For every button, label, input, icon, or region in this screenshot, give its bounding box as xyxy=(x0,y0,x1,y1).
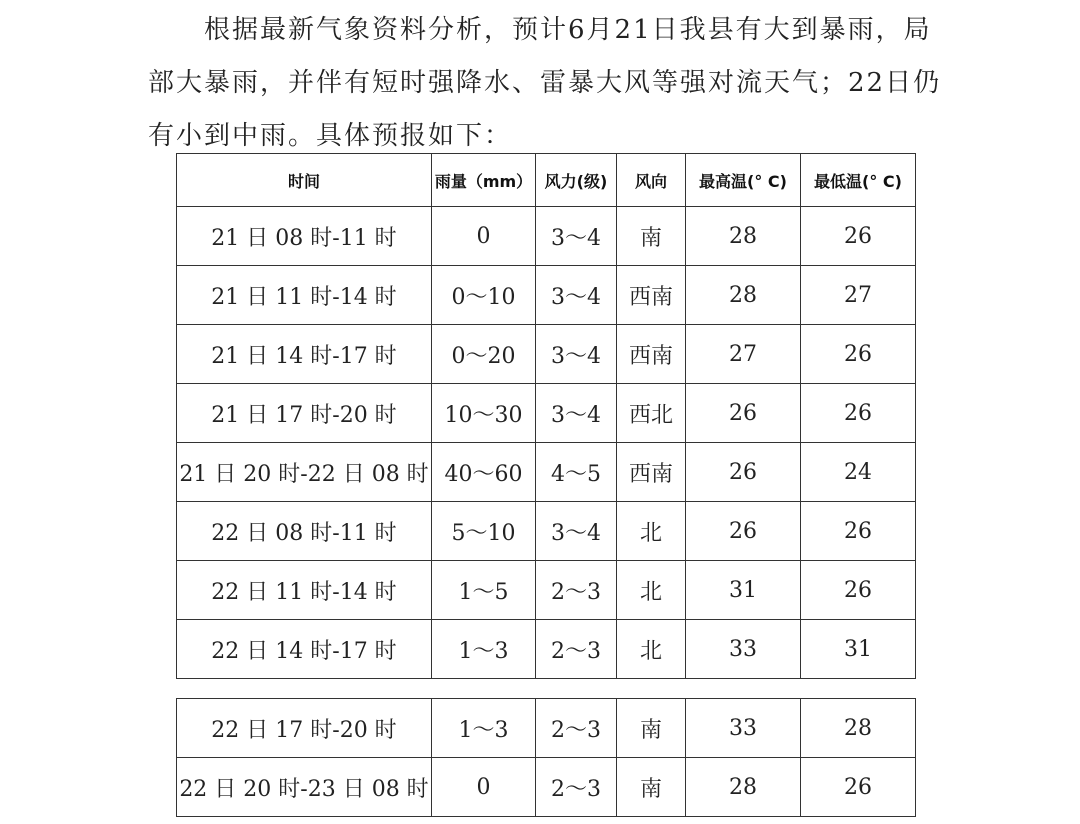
cell-wind-force: 2～3 xyxy=(536,620,617,679)
cell-wind-force: 2～3 xyxy=(536,758,617,817)
cell-rain: 0～10 xyxy=(432,266,536,325)
header-max-temp: 最高温(° C) xyxy=(686,154,801,207)
cell-time: 22 日 20 时-23 日 08 时 xyxy=(177,758,432,817)
cell-wind-force: 3～4 xyxy=(536,325,617,384)
cell-rain: 40～60 xyxy=(432,443,536,502)
cell-max-temp: 27 xyxy=(686,325,801,384)
table-row xyxy=(177,266,916,325)
cell-max-temp: 28 xyxy=(686,207,801,266)
cell-wind-direction: 北 xyxy=(617,561,686,620)
cell-rain: 0 xyxy=(432,207,536,266)
cell-wind-direction: 西北 xyxy=(617,384,686,443)
cell-wind-direction: 西南 xyxy=(617,266,686,325)
cell-rain: 1～5 xyxy=(432,561,536,620)
cell-rain: 1～3 xyxy=(432,699,536,758)
cell-max-temp: 28 xyxy=(686,266,801,325)
cell-wind-direction: 西南 xyxy=(617,325,686,384)
cell-rain: 10～30 xyxy=(432,384,536,443)
forecast-table xyxy=(176,153,916,679)
cell-max-temp: 33 xyxy=(686,620,801,679)
cell-wind-force: 2～3 xyxy=(536,699,617,758)
cell-time: 21 日 08 时-11 时 xyxy=(177,207,432,266)
cell-wind-force: 2～3 xyxy=(536,561,617,620)
cell-min-temp: 26 xyxy=(801,325,916,384)
header-min-temp: 最低温(° C) xyxy=(801,154,916,207)
cell-max-temp: 31 xyxy=(686,561,801,620)
table-row xyxy=(177,699,916,758)
cell-time: 21 日 14 时-17 时 xyxy=(177,325,432,384)
cell-min-temp: 27 xyxy=(801,266,916,325)
cell-time: 22 日 17 时-20 时 xyxy=(177,699,432,758)
cell-rain: 0～20 xyxy=(432,325,536,384)
cell-wind-force: 3～4 xyxy=(536,384,617,443)
cell-min-temp: 26 xyxy=(801,502,916,561)
cell-min-temp: 31 xyxy=(801,620,916,679)
cell-time: 22 日 11 时-14 时 xyxy=(177,561,432,620)
cell-wind-force: 3～4 xyxy=(536,266,617,325)
cell-min-temp: 26 xyxy=(801,207,916,266)
cell-wind-direction: 南 xyxy=(617,758,686,817)
cell-min-temp: 26 xyxy=(801,561,916,620)
cell-time: 22 日 14 时-17 时 xyxy=(177,620,432,679)
header-wind-force: 风力(级) xyxy=(536,154,617,207)
table-row xyxy=(177,443,916,502)
header-time: 时间 xyxy=(177,154,432,207)
cell-time: 21 日 20 时-22 日 08 时 xyxy=(177,443,432,502)
cell-wind-direction: 南 xyxy=(617,207,686,266)
table-row xyxy=(177,325,916,384)
cell-max-temp: 26 xyxy=(686,384,801,443)
cell-rain: 5～10 xyxy=(432,502,536,561)
cell-wind-force: 3～4 xyxy=(536,207,617,266)
cell-max-temp: 33 xyxy=(686,699,801,758)
header-row xyxy=(177,154,916,207)
cell-wind-direction: 西南 xyxy=(617,443,686,502)
cell-min-temp: 26 xyxy=(801,758,916,817)
cell-wind-force: 4～5 xyxy=(536,443,617,502)
table-row xyxy=(177,384,916,443)
table-row xyxy=(177,620,916,679)
table-row xyxy=(177,758,916,817)
cell-wind-direction: 北 xyxy=(617,620,686,679)
table-row xyxy=(177,502,916,561)
cell-rain: 1～3 xyxy=(432,620,536,679)
header-wind-direction: 风向 xyxy=(617,154,686,207)
cell-max-temp: 26 xyxy=(686,502,801,561)
cell-wind-direction: 南 xyxy=(617,699,686,758)
cell-min-temp: 26 xyxy=(801,384,916,443)
header-rain: 雨量（mm） xyxy=(432,154,536,207)
cell-wind-force: 3～4 xyxy=(536,502,617,561)
cell-rain: 0 xyxy=(432,758,536,817)
forecast-table-continued xyxy=(176,698,916,817)
cell-max-temp: 26 xyxy=(686,443,801,502)
table-row xyxy=(177,207,916,266)
cell-time: 22 日 08 时-11 时 xyxy=(177,502,432,561)
intro-paragraph: 根据最新气象资料分析，预计6月21日我县有大到暴雨，局部大暴雨，并伴有短时强降水、雷暴大风等强对流天气；22日仍有小到中雨。具体预报如下： xyxy=(148,15,942,151)
table-row xyxy=(177,561,916,620)
cell-time: 21 日 17 时-20 时 xyxy=(177,384,432,443)
cell-time: 21 日 11 时-14 时 xyxy=(177,266,432,325)
cell-min-temp: 24 xyxy=(801,443,916,502)
cell-wind-direction: 北 xyxy=(617,502,686,561)
cell-min-temp: 28 xyxy=(801,699,916,758)
cell-max-temp: 28 xyxy=(686,758,801,817)
